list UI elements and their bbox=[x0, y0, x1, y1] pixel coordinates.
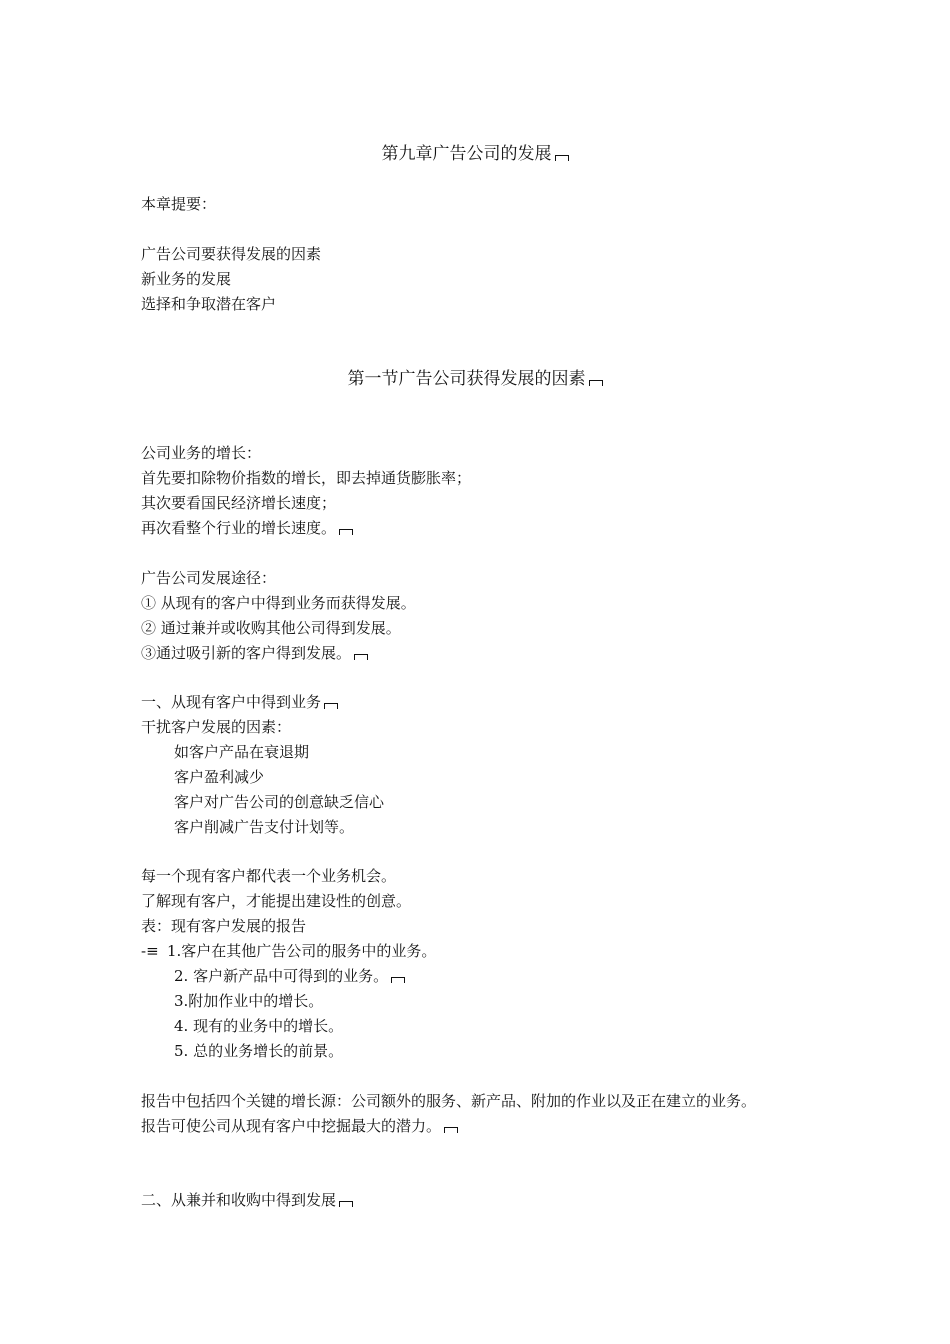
paragraph-mark-icon bbox=[354, 654, 368, 660]
summary-line: 报告可使公司从现有客户中挖掘最大的潜力。 bbox=[141, 1116, 458, 1136]
summary-item: 新业务的发展 bbox=[141, 270, 232, 288]
body-line: 了解现有客户，才能提出建设性的创意。 bbox=[141, 892, 412, 910]
report-item: 2. 客户新产品中可得到的业务。 bbox=[174, 966, 405, 986]
growth-line: 其次要看国民经济增长速度； bbox=[141, 494, 337, 512]
paragraph-mark-icon bbox=[339, 529, 353, 535]
chapter-title: 第九章广告公司的发展 bbox=[0, 143, 950, 165]
factor-item: 客户削减广告支付计划等。 bbox=[174, 818, 355, 836]
factor-item: 如客户产品在衰退期 bbox=[174, 743, 310, 761]
report-item: 4. 现有的业务中的增长。 bbox=[174, 1017, 344, 1035]
paragraph-mark-icon bbox=[589, 380, 603, 386]
report-item: -≡ 1.客户在其他广告公司的服务中的业务。 bbox=[141, 942, 437, 960]
summary-line: 报告中包括四个关键的增长源：公司额外的服务、新产品、附加的作业以及正在建立的业务。 bbox=[141, 1092, 757, 1110]
growth-line: 再次看整个行业的增长速度。 bbox=[141, 518, 353, 538]
paragraph-mark-icon bbox=[444, 1127, 458, 1133]
growth-line: 首先要扣除物价指数的增长，即去掉通货膨胀率； bbox=[141, 469, 472, 487]
report-table-title: 表：现有客户发展的报告 bbox=[141, 917, 307, 935]
section-title: 第一节广告公司获得发展的因素 bbox=[0, 368, 950, 390]
summary-item: 广告公司要获得发展的因素 bbox=[141, 245, 322, 263]
report-item: 5. 总的业务增长的前景。 bbox=[174, 1042, 344, 1060]
paths-label: 广告公司发展途径： bbox=[141, 569, 277, 587]
paragraph-mark-icon bbox=[391, 977, 405, 983]
report-marker: -≡ bbox=[141, 942, 159, 960]
path-line: ② 通过兼并或收购其他公司得到发展。 bbox=[141, 619, 401, 637]
factor-item: 客户盈利减少 bbox=[174, 768, 265, 786]
summary-item: 选择和争取潜在客户 bbox=[141, 295, 277, 313]
summary-label: 本章提要： bbox=[141, 195, 217, 213]
factors-label: 干扰客户发展的因素： bbox=[141, 718, 292, 736]
part2-heading: 二、从兼并和收购中得到发展 bbox=[141, 1190, 353, 1210]
paragraph-mark-icon bbox=[339, 1201, 353, 1207]
report-item: 3.附加作业中的增长。 bbox=[174, 992, 324, 1010]
path-line: ③通过吸引新的客户得到发展。 bbox=[141, 643, 368, 663]
body-line: 每一个现有客户都代表一个业务机会。 bbox=[141, 867, 397, 885]
part1-heading: 一、从现有客户中得到业务 bbox=[141, 692, 338, 712]
path-line: ① 从现有的客户中得到业务而获得发展。 bbox=[141, 594, 416, 612]
paragraph-mark-icon bbox=[324, 703, 338, 709]
paragraph-mark-icon bbox=[555, 155, 569, 161]
factor-item: 客户对广告公司的创意缺乏信心 bbox=[174, 793, 385, 811]
growth-label: 公司业务的增长： bbox=[141, 444, 262, 462]
